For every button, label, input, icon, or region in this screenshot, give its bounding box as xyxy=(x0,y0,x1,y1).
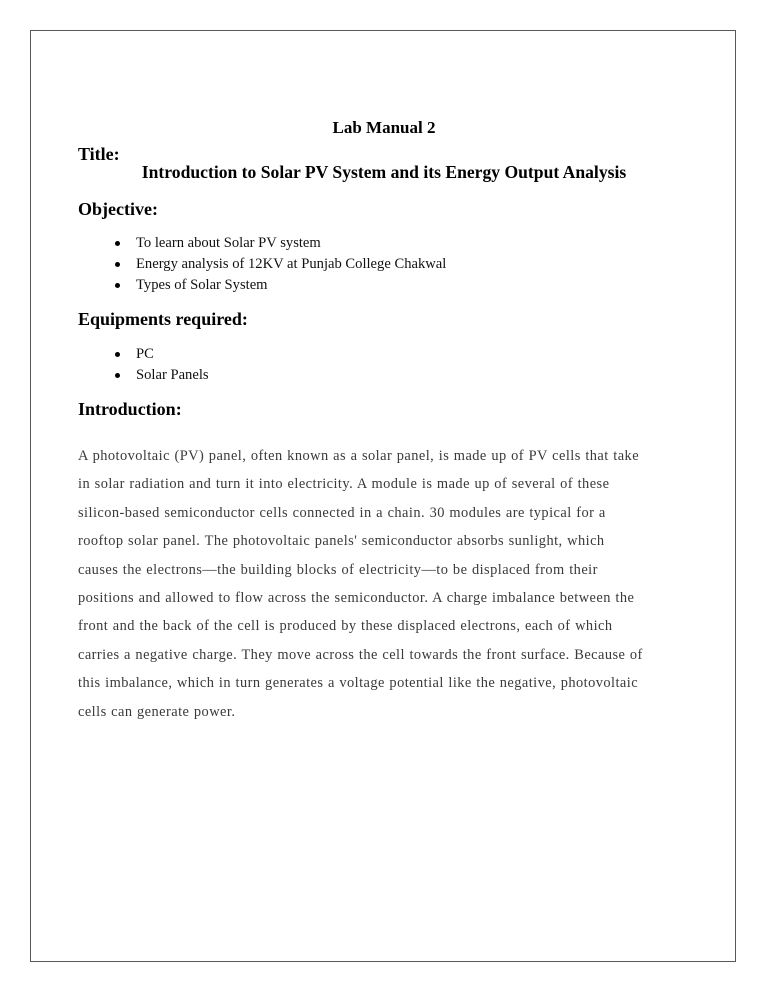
equipment-item: Solar Panels xyxy=(112,365,209,386)
paragraph-line: carries a negative charge. They move across the cell towards the front surface. Because of xyxy=(78,646,643,663)
paragraph-line: positions and allowed to flow across the semiconductor. A charge imbalance between the xyxy=(78,589,635,606)
objective-item: Energy analysis of 12KV at Punjab College Chakwal xyxy=(112,254,446,275)
paragraph-line: causes the electrons—the building blocks of electricity—to be displaced from their xyxy=(78,561,598,578)
title-label: Title: xyxy=(78,144,120,164)
objective-list xyxy=(112,233,446,296)
equipments-list xyxy=(112,344,209,386)
paragraph-line: rooftop solar panel. The photovoltaic panels' semiconductor absorbs sunlight, which xyxy=(78,533,605,550)
objective-item: To learn about Solar PV system xyxy=(112,233,446,254)
paragraph-line: A photovoltaic (PV) panel, often known as a solar panel, is made up of PV cells that take xyxy=(78,448,640,464)
paragraph-line: this imbalance, which in turn generates a voltage potential like the negative, photovoltaic xyxy=(78,675,639,692)
paragraph-line: front and the back of the cell is produced by these displaced electrons, each of which xyxy=(78,618,613,635)
bullet-icon xyxy=(115,262,120,267)
lab-manual-heading: Lab Manual 2 xyxy=(332,118,436,137)
bullet-icon xyxy=(115,373,120,378)
introduction-paragraph xyxy=(78,442,643,726)
bullet-icon xyxy=(115,241,120,246)
paragraph-line: silicon-based semiconductor cells connected in a chain. 30 modules are typical for a xyxy=(78,504,606,521)
introduction-heading: Introduction: xyxy=(78,399,182,419)
equipments-heading: Equipments required: xyxy=(78,309,248,329)
bullet-icon xyxy=(115,352,120,357)
paragraph-line: cells can generate power. xyxy=(78,703,236,720)
objective-heading: Objective: xyxy=(78,199,158,219)
bullet-icon xyxy=(115,283,120,288)
paragraph-line: in solar radiation and turn it into electricity. A module is made up of several of these xyxy=(78,476,610,493)
objective-item: Types of Solar System xyxy=(112,275,446,296)
document-title: Introduction to Solar PV System and its Energy Output Analysis xyxy=(141,162,627,182)
equipment-item: PC xyxy=(112,344,209,365)
